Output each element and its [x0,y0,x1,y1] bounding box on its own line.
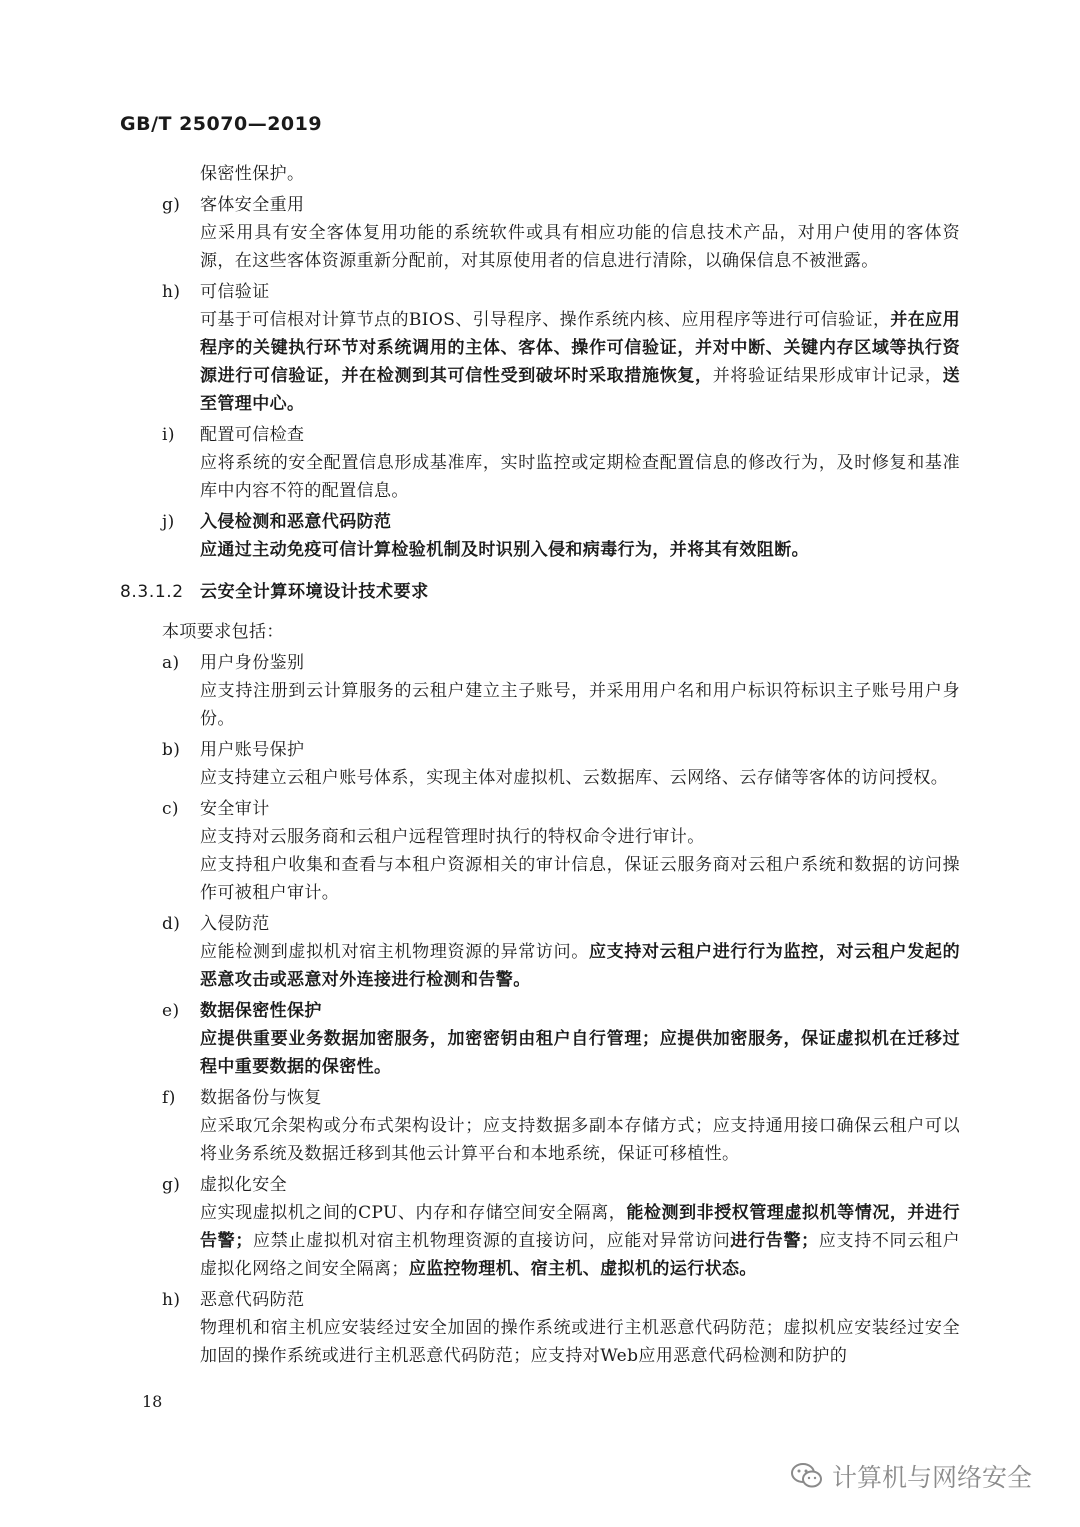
paragraph [120,1112,960,1168]
list-item [120,1084,960,1112]
bold-text: 送至管理中心。 [200,366,960,414]
list-item [120,421,960,449]
list-item [120,649,960,677]
bold-text: 应通过主动免疫可信计算检验机制及时识别入侵和病毒行为，并将其有效阻断。 [200,540,809,560]
list-item-label: g) [162,1175,181,1195]
list-item [120,1171,960,1199]
paragraph [120,677,960,733]
list-item-label: h) [162,1290,181,1310]
text: 可基于可信根对计算节点的BIOS、引导程序、操作系统内核、应用程序等进行可信验证， [200,310,891,330]
paragraph [120,823,960,851]
section-title: 云安全计算环境设计技术要求 [200,582,429,602]
text: 应能检测到虚拟机对宿主机物理资源的异常访问。 [200,942,589,962]
list-item [120,508,960,536]
text: 可信验证 [200,282,270,302]
paragraph [120,306,960,418]
paragraph [120,938,960,994]
text: 安全审计 [200,799,270,819]
bold-text: 应提供重要业务数据加密服务，加密密钥由租户自行管理；应提供加密服务，保证虚拟机在迁移过程中重要数据的保密性。 [200,1029,960,1077]
bold-text: 能检测到非授权管理虚拟机等情况，并进行告警； [200,1203,960,1251]
watermark-text: 计算机与网络安全 [832,1463,1033,1492]
text: 应禁止虚拟机对宿主机物理资源的直接访问，应能对异常访问 [252,1231,731,1251]
text: 应将系统的安全配置信息形成基准库，实时监控或定期检查配置信息的修改行为，及时修复和基准库中内容不符的配置信息。 [200,453,960,501]
text: 应支持建立云租户账号体系，实现主体对虚拟机、云数据库、云网络、云存储等客体的访问授权。 [200,768,949,788]
list-item-label: c) [162,799,179,819]
section-heading [120,578,960,606]
wechat-icon [790,1461,824,1491]
text: 应支持租户收集和查看与本租户资源相关的审计信息，保证云服务商对云租户系统和数据的访问操作可被租户审计。 [200,855,960,903]
paragraph [120,1199,960,1283]
document-body [120,160,960,1370]
bold-text: 数据保密性保护 [200,1001,322,1021]
paragraph [120,1314,960,1370]
text: 并将验证结果形成审计记录， [712,366,943,386]
list-item-label: j) [162,512,175,532]
paragraph [120,764,960,792]
paragraph [120,160,960,188]
text: 恶意代码防范 [200,1290,305,1310]
paragraph [120,1025,960,1081]
list-item [120,736,960,764]
list-item [120,191,960,219]
section-number: 8.3.1.2 [120,582,184,602]
text: 入侵防范 [200,914,270,934]
intro-text [120,618,960,646]
watermark [790,1458,1032,1494]
text: 应采用具有安全客体复用功能的系统软件或具有相应功能的信息技术产品，对用户使用的客体资源，在这些客体资源重新分配前，对其原使用者的信息进行清除，以确保信息不被泄露。 [200,223,960,271]
text: 数据备份与恢复 [200,1088,322,1108]
bold-text: 进行告警； [730,1231,819,1251]
list-item [120,1286,960,1314]
list-item-label: d) [162,914,181,934]
paragraph [120,851,960,907]
text: 应采取冗余架构或分布式架构设计；应支持数据多副本存储方式；应支持通用接口确保云租户可以将业务系统及数据迁移到其他云计算平台和本地系统，保证可移植性。 [200,1116,960,1164]
list-item-label: i) [162,425,175,445]
list-item-label: b) [162,740,181,760]
paragraph [120,449,960,505]
list-item-label: a) [162,653,180,673]
list-item-label: h) [162,282,181,302]
list-item [120,997,960,1025]
text: 应实现虚拟机之间的CPU、内存和存储空间安全隔离， [200,1203,627,1223]
paragraph [120,536,960,564]
list-item-label: e) [162,1001,180,1021]
list-item [120,910,960,938]
text: 用户账号保护 [200,740,305,760]
list-item-label: f) [162,1088,176,1108]
text: 虚拟化安全 [200,1175,287,1195]
text: 本项要求包括： [162,622,284,642]
text: 物理机和宿主机应安装经过安全加固的操作系统或进行主机恶意代码防范；虚拟机应安装经过安全加固的操作系统或进行主机恶意代码防范；应支持对Web应用恶意代码检测和防护的 [200,1318,960,1366]
text: 配置可信检查 [200,425,305,445]
standard-code: GB/T 25070—2019 [120,113,323,135]
text: 用户身份鉴别 [200,653,305,673]
text: 客体安全重用 [200,195,305,215]
list-item [120,278,960,306]
text: 应支持对云服务商和云租户远程管理时执行的特权命令进行审计。 [200,827,705,847]
bold-text: 应支持对云租户进行行为监控，对云租户发起的恶意攻击或恶意对外连接进行检测和告警。 [200,942,960,990]
paragraph [120,219,960,275]
text: 应支持注册到云计算服务的云租户建立主子账号，并采用用户名和用户标识符标识主子账号用户身份。 [200,681,960,729]
text: 应支持不同云租户虚拟化网络之间安全隔离； [200,1231,960,1279]
bold-text: 应监控物理机、宿主机、虚拟机的运行状态。 [408,1259,757,1279]
list-item-label: g) [162,195,181,215]
bold-text: 并在应用程序的关键执行环节对系统调用的主体、客体、操作可信验证，并对中断、关键内存区域等执行资源进行可信验证，并在检测到其可信性受到破坏时采取措施恢复， [200,310,960,386]
text: 保密性保护。 [200,164,305,184]
bold-text: 入侵检测和恶意代码防范 [200,512,392,532]
list-item [120,795,960,823]
page-number: 18 [142,1392,163,1411]
